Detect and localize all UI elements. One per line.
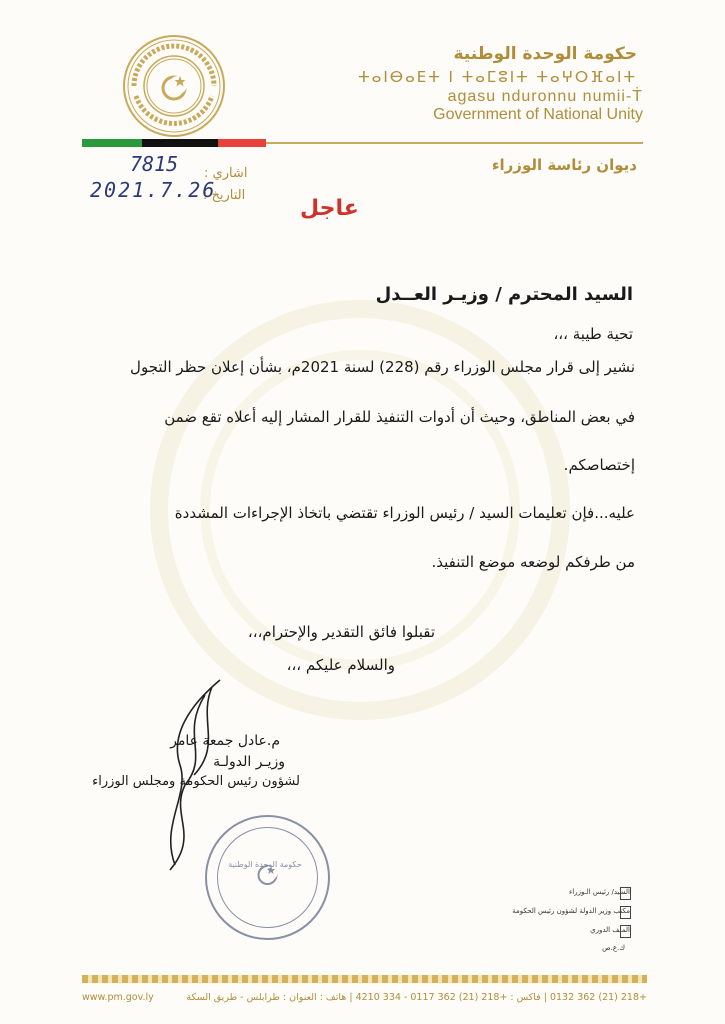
state-emblem-logo (122, 34, 226, 138)
reference-number-label: اشاري : (204, 166, 248, 181)
distribution-item-1: السيد/ رئيس الـوزراء (568, 888, 630, 896)
closing-line-1: تقبلوا فائق التقدير والإحترام،،، (247, 623, 435, 641)
distribution-item-3: الملف الدوري (590, 926, 630, 934)
closing-line-2: والسلام عليكم ،،، (286, 656, 395, 674)
urgent-marker: عاجل (300, 196, 359, 221)
government-name-english: Government of National Unity (433, 106, 643, 123)
reference-date-label: التاريخ : (203, 188, 246, 203)
body-line-5: من طرفكم لوضعه موضع التنفيذ. (431, 553, 635, 571)
reference-number-value: 7815 (130, 152, 179, 176)
signatory-title-2: لشؤون رئيس الحكومة ومجلس الوزراء (92, 774, 300, 789)
header-divider (266, 142, 643, 144)
government-name-amazigh-latin: agasu ndurοnnu numii-Ṫ (447, 88, 643, 105)
office-name: ديوان رئاسة الوزراء (491, 156, 637, 174)
document-icon (620, 887, 631, 900)
body-line-2: في بعض المناطق، وحيث أن أدوات التنفيذ للقرار المشار إليه أعلاه تقع ضمن (164, 408, 635, 426)
document-icon (620, 925, 631, 938)
flag-black-stripe (142, 139, 218, 147)
document-icon (620, 906, 631, 919)
signatory-name: م.عادل جمعة عامر (170, 733, 280, 749)
signatory-title-1: وزيـر الدولـة (213, 754, 285, 770)
government-name-arabic: حكومة الوحدة الوطنية (453, 44, 637, 64)
body-line-1: نشير إلى قرار مجلس الوزراء رقم (228) لسنة 2021م، بشأن إعلان حظر التجول (130, 358, 635, 376)
flag-color-bar (82, 139, 266, 147)
distribution-item-2: مكتب وزير الدولة لشؤون رئيس الحكومة (512, 907, 630, 915)
greeting: تحية طيبة ،،، (553, 325, 633, 343)
footer-website: www.pm.gov.ly (82, 992, 154, 1003)
flag-red-stripe (218, 139, 266, 147)
footer-divider (82, 975, 647, 983)
distribution-note: ك.ع.ص (602, 944, 625, 952)
body-line-4: عليه...فإن تعليمات السيد / رئيس الوزراء تقتضي باتخاذ الإجراءات المشددة (174, 504, 635, 522)
recipient-line: السيد المحترم / وزيـر العــدل (375, 284, 633, 305)
footer-contacts: +218 (21) 362 0132 | فاكس : +218 (21) 362 0117 - 334 4210 | هاتف : العنوان : طرابلس - طريق السكة (186, 992, 647, 1003)
flag-green-stripe (82, 139, 142, 147)
footer (82, 992, 647, 1003)
body-line-3: إختصاصكم. (563, 456, 635, 474)
official-stamp (205, 815, 330, 940)
stamp-text: حكومة الوحدة الوطنية (228, 860, 302, 869)
reference-date-value: 2021.7.26 (90, 178, 217, 202)
government-name-tifinagh: ⵜⴰⵏⴱⴰⴹⵜ ⵏ ⵜⴰⵎⵓⵏⵜ ⵜⴰⵖⵔⴼⴰⵏⵜ (358, 68, 637, 86)
